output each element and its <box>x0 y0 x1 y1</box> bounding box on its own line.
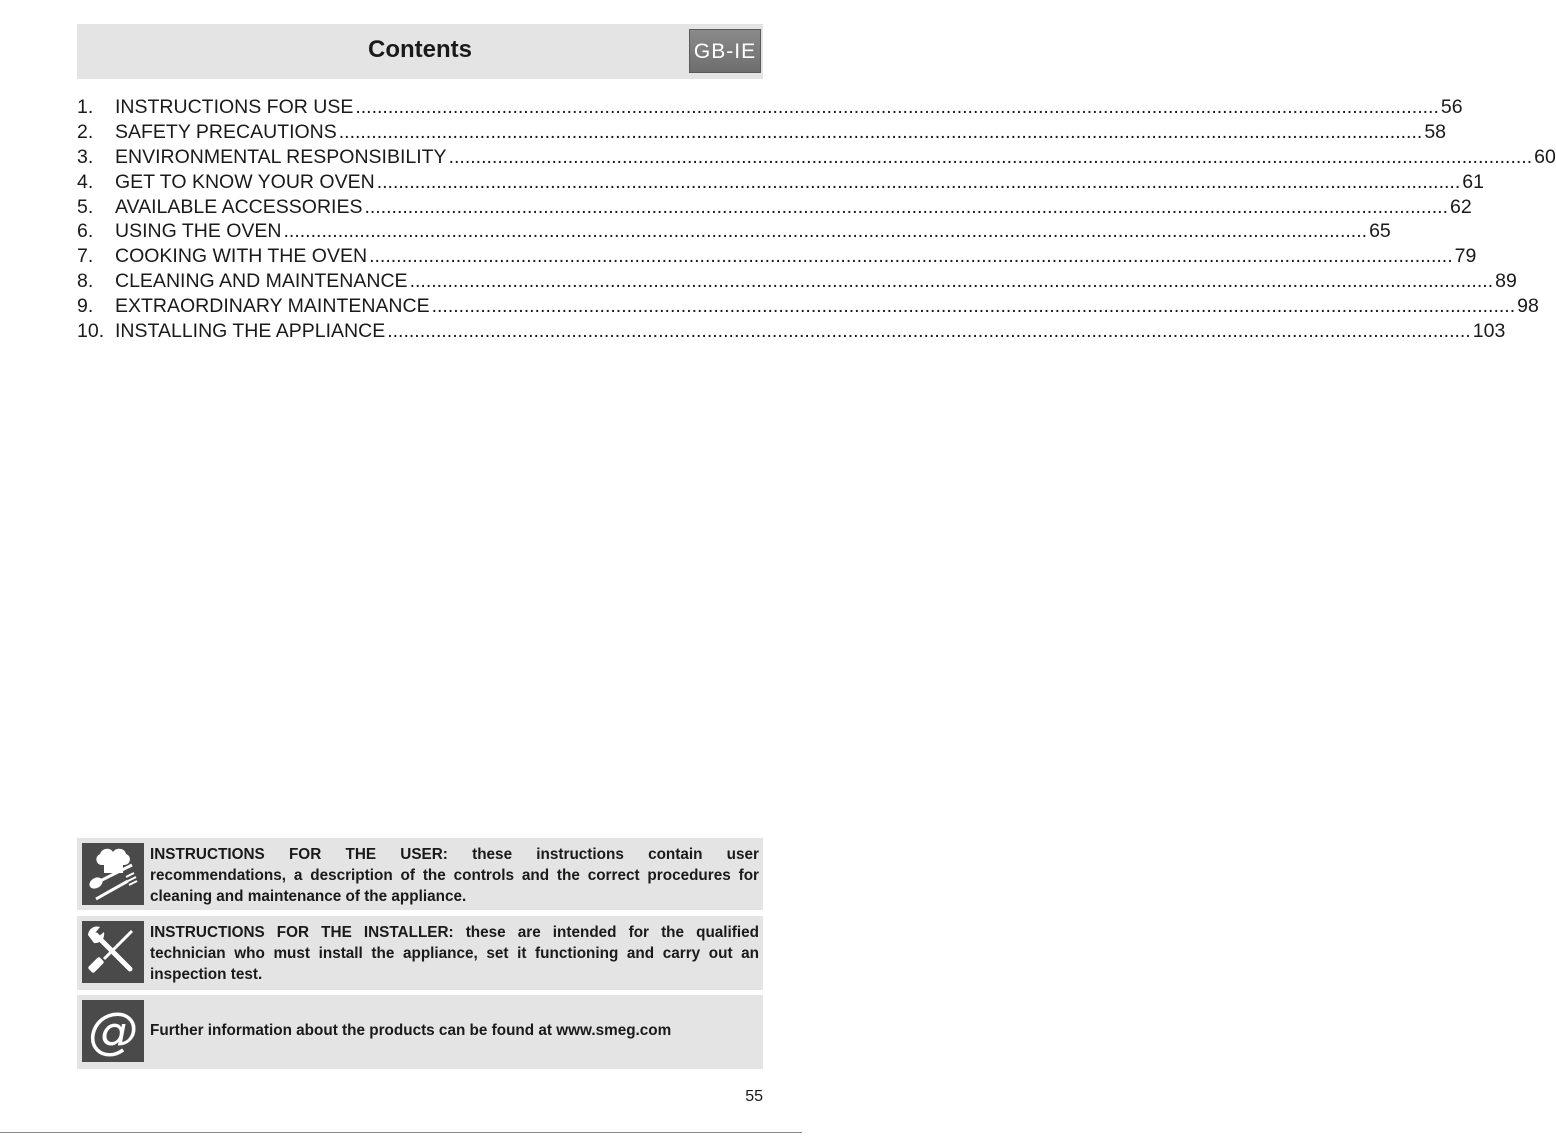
toc-page: 60 <box>1534 145 1556 168</box>
toc-leader-dots: ........................................................................................................................................................................................................ <box>369 245 1453 268</box>
toc-number: 5. <box>77 195 94 218</box>
chef-icon <box>82 843 144 905</box>
toc-title: USING THE OVEN <box>115 220 282 243</box>
toc-title: INSTRUCTIONS FOR USE <box>115 96 354 118</box>
at-sign-icon <box>82 1000 144 1062</box>
note-further-information <box>77 995 763 1069</box>
toc-leader-dots: ........................................................................................................................................................................................................ <box>409 270 1494 293</box>
toc-number: 1. <box>77 96 94 118</box>
toc-page: 103 <box>1472 320 1506 343</box>
toc-number: 6. <box>77 220 94 243</box>
toc-number: 9. <box>77 295 94 318</box>
toc-entry[interactable] <box>77 195 1472 221</box>
toc-leader-dots: ........................................................................................................................................................................................................ <box>376 170 1461 193</box>
toc-entry[interactable] <box>77 220 1391 245</box>
contents-header <box>77 24 763 79</box>
toc-page: 89 <box>1495 270 1517 293</box>
toc-title: SAFETY PRECAUTIONS <box>115 120 337 143</box>
bottom-rule <box>0 1132 802 1133</box>
toc-number: 2. <box>77 120 94 143</box>
page-number: 55 <box>745 1088 763 1105</box>
toc-entry[interactable] <box>77 170 1484 196</box>
toc-title: ENVIRONMENTAL RESPONSIBILITY <box>115 145 447 168</box>
toc-number: 8. <box>77 270 94 293</box>
table-of-contents <box>77 96 1556 345</box>
svg-text:@: @ <box>88 1002 138 1060</box>
toc-page: 58 <box>1424 120 1447 143</box>
toc-entry[interactable] <box>77 145 1556 171</box>
toc-entry[interactable] <box>77 96 1463 121</box>
toc-entry[interactable] <box>77 120 1447 146</box>
toc-entry[interactable] <box>77 320 1506 345</box>
toc-number: 7. <box>77 245 94 268</box>
toc-title: CLEANING AND MAINTENANCE <box>115 270 408 293</box>
toc-leader-dots: ........................................................................................................................................................................................................ <box>387 320 1471 343</box>
toc-number: 3. <box>77 145 94 168</box>
toc-page: 98 <box>1517 295 1539 318</box>
toc-entry[interactable] <box>77 245 1477 270</box>
toc-page: 65 <box>1369 220 1391 243</box>
toc-entry[interactable] <box>77 270 1517 295</box>
toc-number: 10. <box>77 320 105 343</box>
note-text: INSTRUCTIONS FOR THE USER: these instructions contain user recommendations, a description of the controls and the correct procedures for cleaning and maintenance of the appliance. <box>150 846 759 905</box>
tools-icon <box>82 921 144 983</box>
toc-page: 61 <box>1462 170 1484 193</box>
toc-entry[interactable] <box>77 295 1539 320</box>
toc-leader-dots: ........................................................................................................................................................................................................ <box>431 295 1516 318</box>
toc-leader-dots: ........................................................................................................................................................................................................ <box>364 195 1449 218</box>
toc-leader-dots: ........................................................................................................................................................................................................ <box>283 220 1368 243</box>
note-installer-instructions <box>77 916 763 990</box>
language-badge: GB-IE <box>689 29 761 73</box>
note-text: Further information about the products can be found at www.smeg.com <box>150 1022 672 1039</box>
toc-leader-dots: ........................................................................................................................................................................................................ <box>448 145 1533 168</box>
toc-leader-dots: ........................................................................................................................................................................................................ <box>355 96 1439 118</box>
toc-title: EXTRAORDINARY MAINTENANCE <box>115 295 430 318</box>
toc-number: 4. <box>77 170 94 193</box>
toc-page: 79 <box>1454 245 1477 268</box>
note-user-instructions <box>77 838 763 910</box>
toc-title: COOKING WITH THE OVEN <box>115 245 368 268</box>
toc-title: AVAILABLE ACCESSORIES <box>115 195 363 218</box>
toc-leader-dots: ........................................................................................................................................................................................................ <box>338 120 1423 143</box>
note-text: INSTRUCTIONS FOR THE INSTALLER: these are intended for the qualified technician who must install the appliance, set it functioning and carry out an inspection test. <box>150 924 759 983</box>
toc-title: GET TO KNOW YOUR OVEN <box>115 170 375 193</box>
toc-title: INSTALLING THE APPLIANCE <box>115 320 386 343</box>
toc-page: 56 <box>1440 96 1463 118</box>
page-title: Contents <box>368 36 472 63</box>
toc-page: 62 <box>1450 195 1472 218</box>
